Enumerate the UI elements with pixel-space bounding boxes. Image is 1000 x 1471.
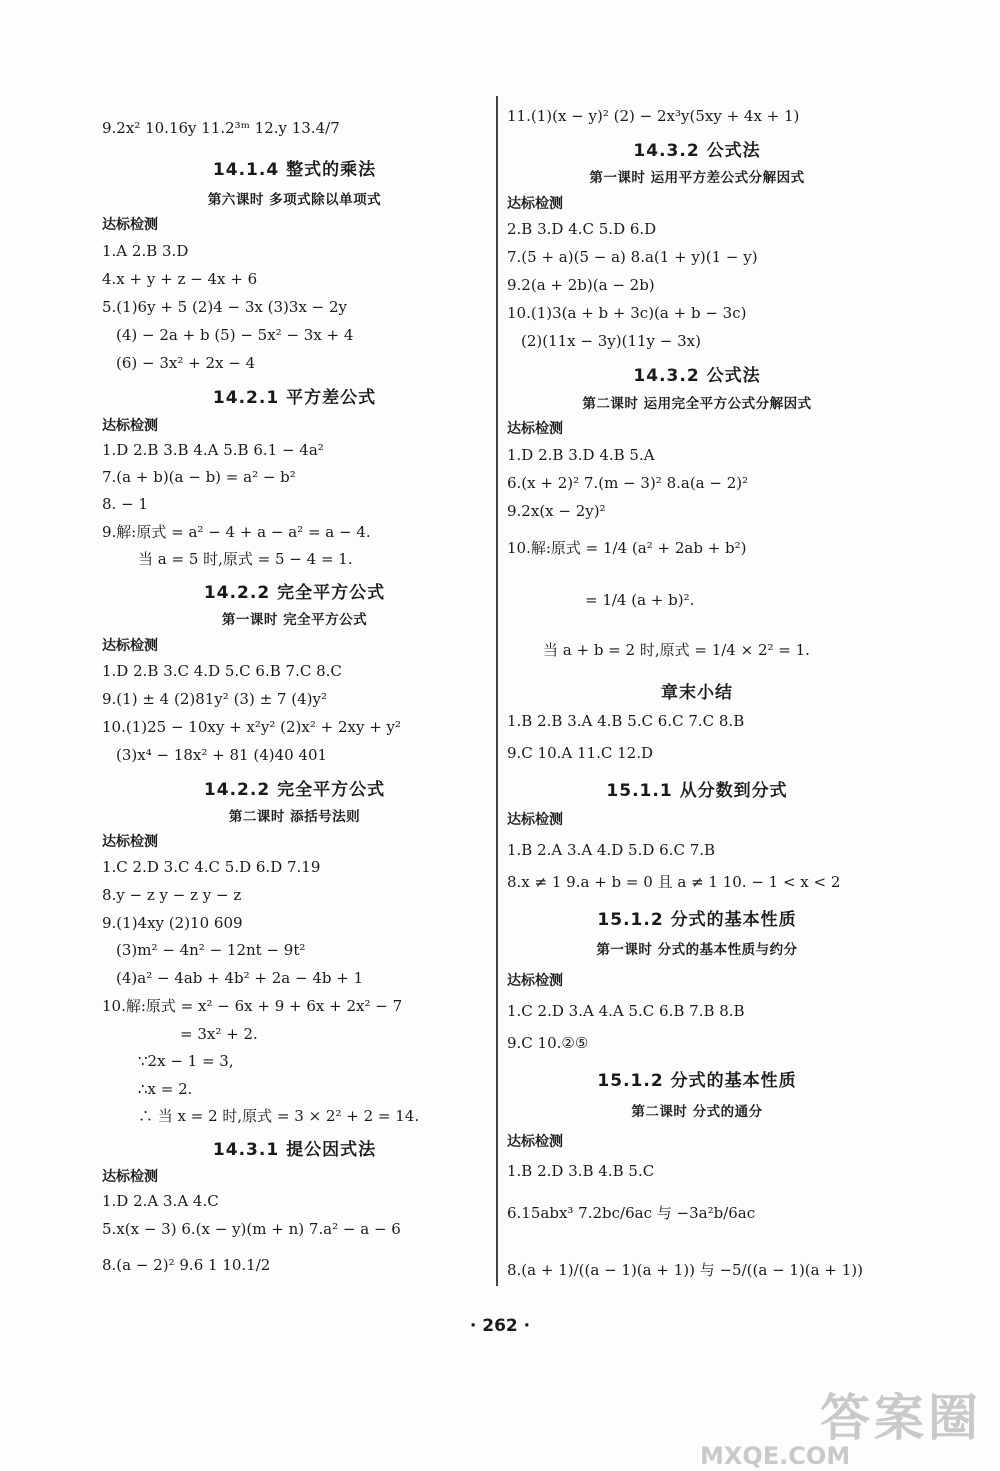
lesson-subtitle: 第一课时 分式的基本性质与约分 — [596, 942, 798, 958]
exercise-heading: 达标检测 — [507, 196, 563, 212]
answer-line: 8.(a + 1)/((a − 1)(a + 1)) 与 −5/((a − 1)(a + 1)) — [507, 1261, 863, 1279]
answer-line: 7.(a + b)(a − b) = a² − b² — [102, 468, 296, 486]
answer-line: 6.15abx³ 7.2bc/6ac 与 −3a²b/6ac — [507, 1204, 756, 1222]
answer-line: 8.x ≠ 1 9.a + b = 0 且 a ≠ 1 10. − 1 < x < 2 — [507, 873, 841, 891]
answer-line: 9.解:原式 = a² − 4 + a − a² = a − 4. — [102, 523, 371, 541]
answer-line: 当 a = 5 时,原式 = 5 − 4 = 1. — [138, 550, 353, 568]
answer-line: 8.y − z y − z y − z — [102, 886, 242, 904]
answer-line: 1.D 2.B 3.D 4.B 5.A — [507, 446, 655, 464]
answer-line: 1.B 2.A 3.A 4.D 5.D 6.C 7.B — [507, 841, 716, 859]
answer-line: 9.(1)4xy (2)10 609 — [102, 914, 243, 932]
section-title: 14.3.2 公式法 — [633, 141, 761, 161]
exercise-heading: 达标检测 — [507, 973, 563, 989]
watermark-site: MXQE.COM — [700, 1442, 851, 1470]
answer-line: 11.(1)(x − y)² (2) − 2x³y(5xy + 4x + 1) — [507, 107, 800, 125]
exercise-heading: 达标检测 — [102, 217, 158, 233]
answer-line: ∴ 当 x = 2 时,原式 = 3 × 2² + 2 = 14. — [138, 1107, 420, 1125]
answer-line: = 3x² + 2. — [180, 1025, 258, 1043]
section-title: 章末小结 — [661, 683, 733, 703]
answer-line: 9.2x(x − 2y)² — [507, 502, 606, 520]
answer-line: 当 a + b = 2 时,原式 = 1/4 × 2² = 1. — [543, 641, 810, 659]
lesson-subtitle: 第二课时 分式的通分 — [631, 1104, 763, 1120]
answer-line: 5.x(x − 3) 6.(x − y)(m + n) 7.a² − a − 6 — [102, 1220, 401, 1238]
page-number: · 262 · — [469, 1316, 531, 1336]
answer-line: 1.B 2.B 3.A 4.B 5.C 6.C 7.C 8.B — [507, 712, 745, 730]
lesson-subtitle: 第二课时 运用完全平方公式分解因式 — [582, 396, 812, 412]
answer-line: 10.解:原式 = x² − 6x + 9 + 6x + 2x² − 7 — [102, 997, 403, 1015]
lesson-subtitle: 第一课时 完全平方公式 — [221, 612, 368, 628]
answer-line: 1.C 2.D 3.A 4.A 5.C 6.B 7.B 8.B — [507, 1002, 745, 1020]
lesson-subtitle: 第二课时 添括号法则 — [228, 809, 361, 825]
exercise-heading: 达标检测 — [507, 1134, 563, 1150]
answer-line: ∴x = 2. — [138, 1080, 193, 1098]
answer-line: (6) − 3x² + 2x − 4 — [116, 354, 256, 372]
section-title: 15.1.2 分式的基本性质 — [597, 910, 797, 930]
answer-line: 1.D 2.B 3.B 4.A 5.B 6.1 − 4a² — [102, 441, 324, 459]
answer-line: 9.(1) ± 4 (2)81y² (3) ± 7 (4)y² — [102, 690, 327, 708]
section-title: 15.1.1 从分数到分式 — [606, 781, 788, 801]
answer-line: 10.(1)3(a + b + 3c)(a + b − 3c) — [507, 304, 747, 322]
answer-line: 1.D 2.B 3.C 4.D 5.C 6.B 7.C 8.C — [102, 662, 342, 680]
exercise-heading: 达标检测 — [102, 1169, 158, 1185]
section-title: 14.3.2 公式法 — [633, 366, 761, 386]
answer-line: = 1/4 (a + b)². — [585, 591, 695, 609]
answer-line: (3)m² − 4n² − 12nt − 9t² — [116, 941, 306, 959]
answer-line: 7.(5 + a)(5 − a) 8.a(1 + y)(1 − y) — [507, 248, 758, 266]
exercise-heading: 达标检测 — [102, 418, 158, 434]
answer-line: 1.B 2.D 3.B 4.B 5.C — [507, 1162, 655, 1180]
answer-line: 10.解:原式 = 1/4 (a² + 2ab + b²) — [507, 539, 747, 557]
answer-line: 2.B 3.D 4.C 5.D 6.D — [507, 220, 657, 238]
answer-line: (4)a² − 4ab + 4b² + 2a − 4b + 1 — [116, 969, 364, 987]
exercise-heading: 达标检测 — [102, 638, 158, 654]
answer-line: 1.C 2.D 3.C 4.C 5.D 6.D 7.19 — [102, 858, 321, 876]
answer-line: (4) − 2a + b (5) − 5x² − 3x + 4 — [116, 326, 354, 344]
answer-line: 9.C 10.②⑤ — [507, 1034, 589, 1052]
answer-line: 9.2x² 10.16y 11.2³ᵐ 12.y 13.4/7 — [102, 119, 340, 137]
section-title: 14.1.4 整式的乘法 — [212, 160, 377, 180]
answer-line: 9.2(a + 2b)(a − 2b) — [507, 276, 655, 294]
answer-line: 8.(a − 2)² 9.6 1 10.1/2 — [102, 1256, 271, 1274]
section-title: 14.2.1 平方差公式 — [212, 388, 377, 408]
section-title: 15.1.2 分式的基本性质 — [597, 1071, 797, 1091]
section-title: 14.2.2 完全平方公式 — [203, 780, 386, 800]
answer-line: 1.A 2.B 3.D — [102, 242, 189, 260]
lesson-subtitle: 第一课时 运用平方差公式分解因式 — [589, 170, 805, 186]
section-title: 14.2.2 完全平方公式 — [203, 583, 386, 603]
exercise-heading: 达标检测 — [507, 421, 563, 437]
answer-line: (2)(11x − 3y)(11y − 3x) — [521, 332, 701, 350]
answer-line: 9.C 10.A 11.C 12.D — [507, 744, 653, 762]
answer-line: 5.(1)6y + 5 (2)4 − 3x (3)3x − 2y — [102, 298, 348, 316]
lesson-subtitle: 第六课时 多项式除以单项式 — [207, 192, 382, 208]
section-title: 14.3.1 提公因式法 — [212, 1140, 377, 1160]
answer-line: 10.(1)25 − 10xy + x²y² (2)x² + 2xy + y² — [102, 718, 402, 736]
answer-line: 4.x + y + z − 4x + 6 — [102, 270, 258, 288]
exercise-heading: 达标检测 — [507, 812, 563, 828]
exercise-heading: 达标检测 — [102, 834, 158, 850]
answer-line: 6.(x + 2)² 7.(m − 3)² 8.a(a − 2)² — [507, 474, 749, 492]
answer-line: (3)x⁴ − 18x² + 81 (4)40 401 — [116, 746, 328, 764]
answer-line: 1.D 2.A 3.A 4.C — [102, 1192, 219, 1210]
answer-line: ∵2x − 1 = 3, — [138, 1052, 234, 1070]
watermark-logo: 答案圈 — [820, 1389, 982, 1447]
column-divider — [496, 96, 498, 1286]
answer-line: 8. − 1 — [102, 495, 148, 513]
